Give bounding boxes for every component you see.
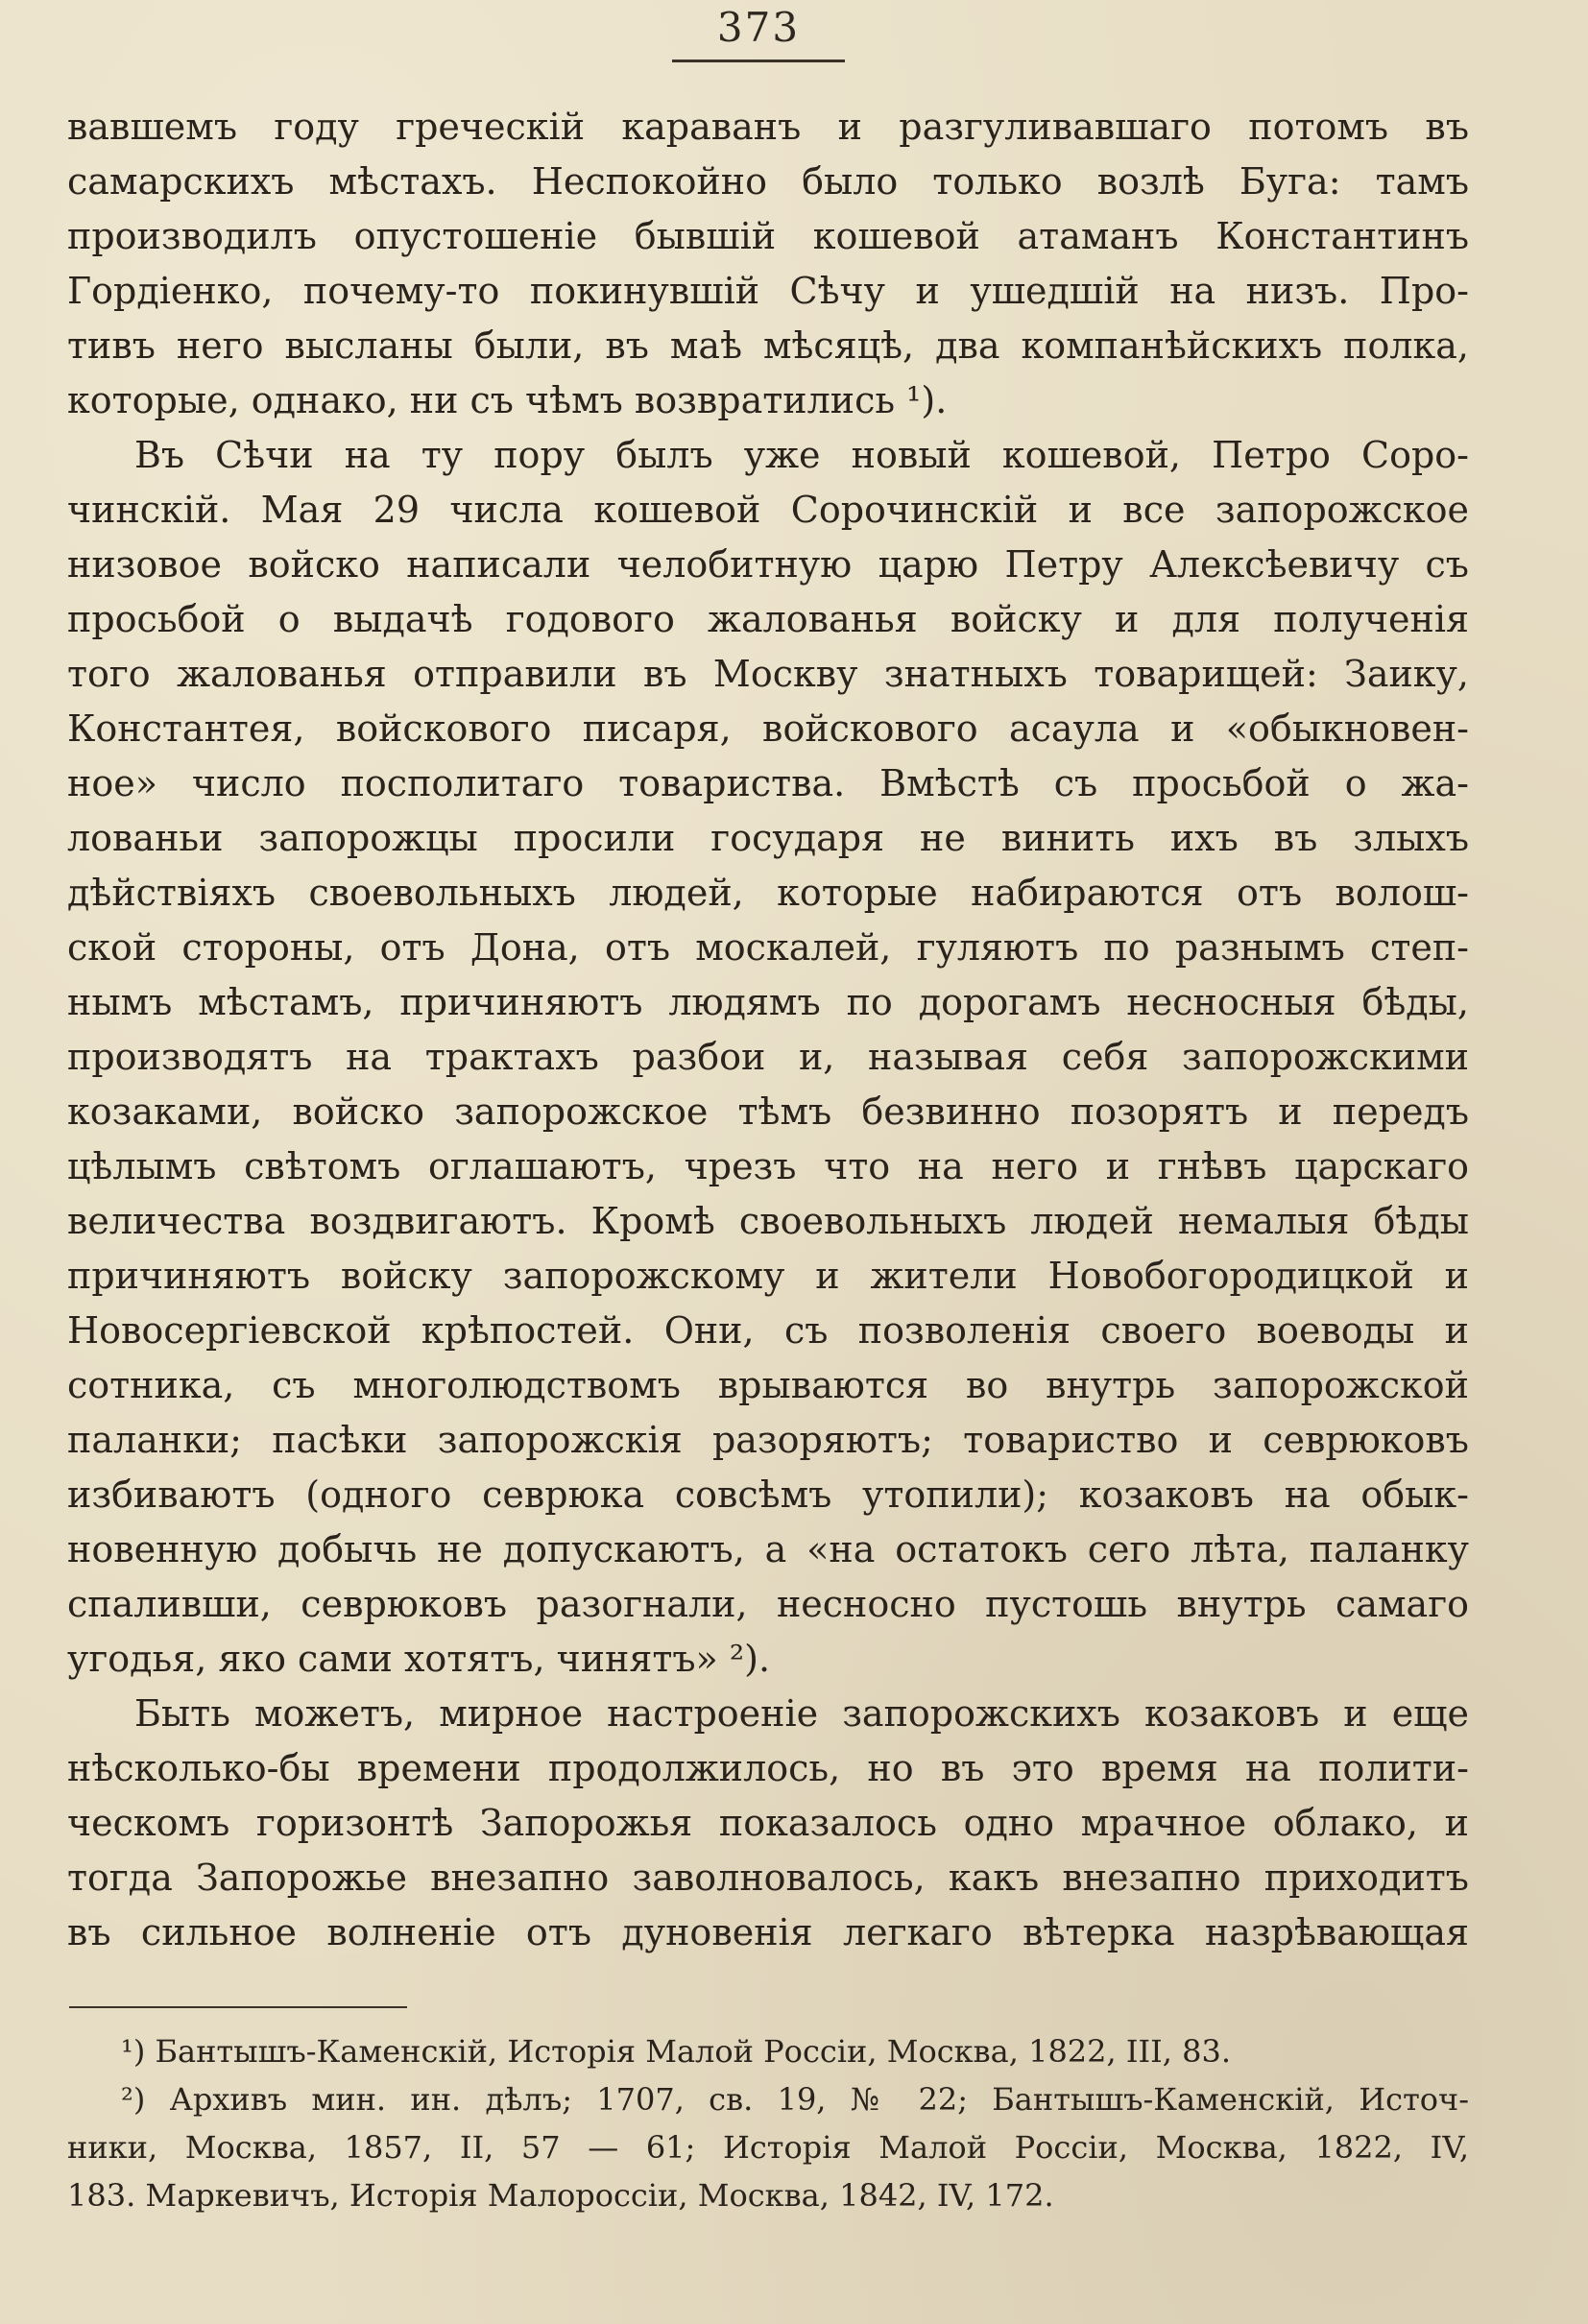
footnote-2-continued: ники, Москва, 1857, II, 57 — 61; Исторія Малой Россіи, Москва, 1822, IV, [67, 2129, 1469, 2166]
text-line: Гордіенко, почему-то покинувшій Сѣчу и ушедшій на низъ. Про- [67, 270, 1469, 312]
footnote-1: ¹) Бантышъ-Каменскій, Исторія Малой Россіи, Москва, 1822, III, 83. [121, 2033, 1232, 2070]
text-line: цѣлымъ свѣтомъ оглашаютъ, чрезъ что на него и гнѣвъ царскаго [67, 1145, 1469, 1187]
text-line: вавшемъ году греческій караванъ и разгуливавшаго потомъ въ [67, 106, 1469, 148]
text-line: въ сильное волненіе отъ дуновенія легкаго вѣтерка назрѣвающая [67, 1911, 1469, 1953]
paragraph-start-line: Быть можетъ, мирное настроеніе запорожскихъ козаковъ и еще [134, 1692, 1469, 1735]
text-line: паланки; пасѣки запорожскія разоряютъ; товариство и севрюковъ [67, 1419, 1469, 1461]
paragraph-start-line: Въ Сѣчи на ту пору былъ уже новый кошевой, Петро Соро- [134, 434, 1469, 476]
text-line: тогда Запорожье внезапно заволновалось, какъ внезапно приходитъ [67, 1857, 1469, 1899]
text-line: нымъ мѣстамъ, причиняютъ людямъ по дорогамъ несносныя бѣды, [67, 981, 1469, 1023]
text-line: низовое войско написали челобитную царю Петру Алексѣевичу съ [67, 543, 1469, 586]
text-line: величества воздвигаютъ. Кромѣ своевольныхъ людей немалыя бѣды [67, 1200, 1469, 1242]
footnotes [67, 2027, 1469, 2219]
text-line: ской стороны, отъ Дона, отъ москалей, гуляютъ по разнымъ степ- [67, 926, 1469, 969]
text-line: тивъ него высланы были, въ маѣ мѣсяцѣ, два компанѣйскихъ полка, [67, 324, 1469, 367]
page-number-rule [672, 60, 845, 62]
text-line: дѣйствіяхъ своевольныхъ людей, которые набираются отъ волош- [67, 872, 1469, 914]
text-line: того жалованья отправили въ Москву знатныхъ товарищей: Заику, [67, 653, 1469, 695]
text-line: угодья, яко сами хотятъ, чинятъ» ²). [67, 1638, 771, 1680]
text-line: нѣсколько-бы времени продолжилось, но въ это время на полити- [67, 1747, 1469, 1789]
text-line: избиваютъ (одного севрюка совсѣмъ утопили); козаковъ на обык- [67, 1473, 1469, 1516]
text-line: спаливши, севрюковъ разогнали, несносно пустошь внутрь самаго [67, 1583, 1469, 1625]
text-line: просьбой о выдачѣ годового жалованья войску и для полученія [67, 598, 1469, 640]
text-line: Новосергіевской крѣпостей. Они, съ позволенія своего воеводы и [67, 1309, 1469, 1352]
text-line: лованьи запорожцы просили государя не винить ихъ въ злыхъ [67, 817, 1469, 859]
text-line: ческомъ горизонтѣ Запорожья показалось одно мрачное облако, и [67, 1802, 1469, 1844]
footnote-separator [69, 2006, 407, 2008]
text-line: ное» число посполитаго товариства. Вмѣстѣ съ просьбой о жа- [67, 762, 1469, 804]
text-line: производятъ на трактахъ разбои и, называя себя запорожскими [67, 1036, 1469, 1078]
text-line: Константея, войскового писаря, войскового асаула и «обыкновен- [67, 707, 1469, 750]
text-line: которые, однако, ни съ чѣмъ возвратились ¹). [67, 379, 948, 421]
page-number: 373 [716, 4, 801, 51]
footnote-2-continued: 183. Маркевичъ, Исторія Малороссіи, Москва, 1842, IV, 172. [67, 2177, 1054, 2214]
text-line: козаками, войско запорожское тѣмъ безвинно позорятъ и передъ [67, 1090, 1469, 1133]
main-text [67, 100, 1469, 1960]
footnote-2: ²) Архивъ мин. ин. дѣлъ; 1707, св. 19, № 22; Бантышъ-Каменскій, Источ- [121, 2081, 1469, 2118]
text-line: новенную добычь не допускаютъ, а «на остатокъ сего лѣта, паланку [67, 1528, 1469, 1570]
text-line: причиняютъ войску запорожскому и жители Новобогородицкой и [67, 1255, 1469, 1297]
text-line: производилъ опустошеніе бывшій кошевой атаманъ Константинъ [67, 215, 1469, 257]
text-line: сотника, съ многолюдствомъ врываются во внутрь запорожской [67, 1364, 1469, 1406]
text-line: самарскихъ мѣстахъ. Неспокойно было только возлѣ Буга: тамъ [67, 160, 1469, 203]
text-line: чинскій. Мая 29 числа кошевой Сорочинскій и все запорожское [67, 489, 1469, 531]
